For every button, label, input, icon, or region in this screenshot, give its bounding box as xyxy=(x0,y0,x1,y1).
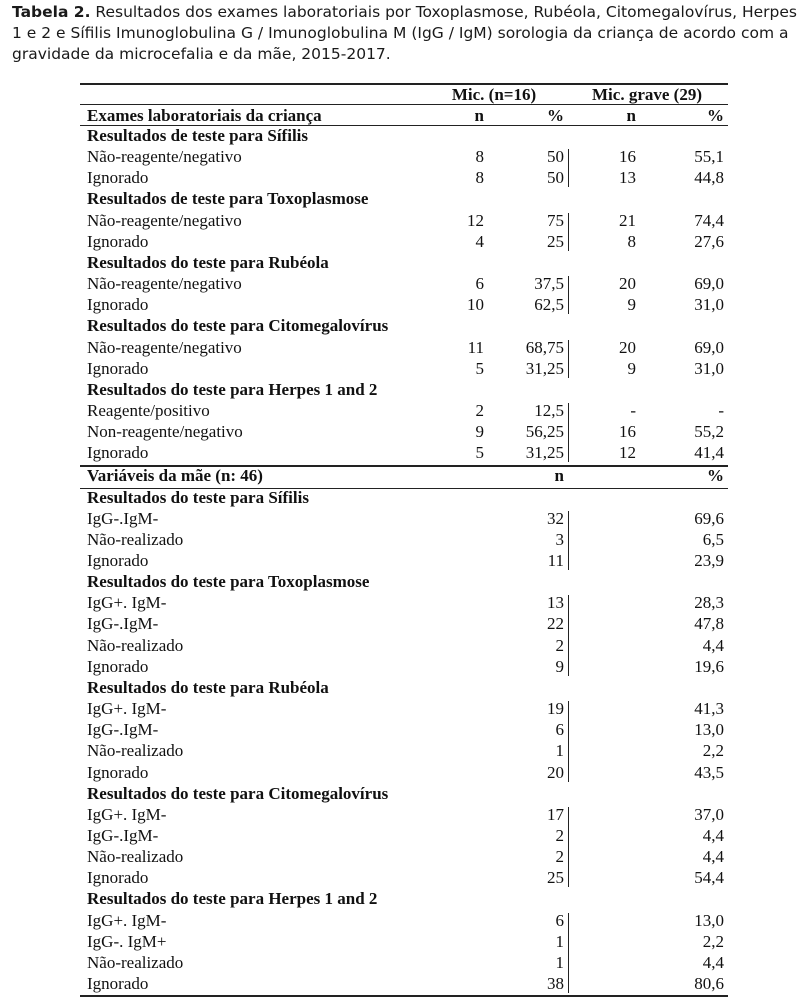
cell-p1: 25 xyxy=(547,231,564,251)
cell-p: 4,4 xyxy=(702,635,724,655)
cell-n: 1 xyxy=(555,931,564,951)
cell-p: 37,0 xyxy=(694,804,724,824)
cell-n1: 2 xyxy=(475,400,484,420)
row-label: Não-realizado xyxy=(87,847,184,867)
cell-p: 43,5 xyxy=(694,762,724,782)
column-divider xyxy=(568,403,569,462)
cell-n: 2 xyxy=(555,825,564,845)
table-row xyxy=(80,210,728,231)
cell-n1: 8 xyxy=(475,168,484,188)
cell-p1: 37,5 xyxy=(534,274,564,294)
table-row xyxy=(80,421,728,442)
cell-n: 9 xyxy=(555,656,564,676)
cell-n2: 13 xyxy=(619,168,636,188)
col-p1-header: % xyxy=(547,106,564,126)
child-section-title xyxy=(80,252,728,273)
col-n1-header: n xyxy=(474,106,484,126)
cell-p: 47,8 xyxy=(694,614,724,634)
cell-n1: 4 xyxy=(475,231,484,251)
cell-p1: 56,25 xyxy=(525,422,564,442)
cell-p: 13,0 xyxy=(694,910,724,930)
cell-n1: 10 xyxy=(467,295,484,315)
section-title: Resultados de teste para Toxoplasmose xyxy=(87,189,369,209)
cell-n2: 16 xyxy=(619,422,636,442)
column-divider xyxy=(568,595,569,676)
section-title: Resultados do teste para Herpes 1 and 2 xyxy=(87,889,378,909)
row-label: IgG-.IgM- xyxy=(87,720,159,740)
row-label: Ignorado xyxy=(87,168,149,188)
cell-n2: 20 xyxy=(619,337,636,357)
cell-n: 11 xyxy=(547,551,564,570)
cell-p2: 55,1 xyxy=(694,147,724,167)
mother-header-row xyxy=(80,465,728,486)
cell-n1: 8 xyxy=(475,147,484,167)
cell-n1: 5 xyxy=(475,443,484,463)
group-underline xyxy=(80,104,728,105)
cell-n: 17 xyxy=(547,804,564,824)
column-divider xyxy=(568,149,569,187)
table-row xyxy=(80,508,728,529)
cell-n2: 9 xyxy=(627,295,636,315)
cell-p1: 62,5 xyxy=(534,295,564,315)
section-title: Resultados do teste para Toxoplasmose xyxy=(87,572,370,592)
cell-n1: 12 xyxy=(467,210,484,230)
row-label: Ignorado xyxy=(87,656,149,676)
cell-p1: 31,25 xyxy=(525,358,564,378)
column-divider xyxy=(568,913,569,994)
row-label: Não-realizado xyxy=(87,952,184,972)
row-label: IgG+. IgM- xyxy=(87,910,167,930)
row-label: Não-reagente/negativo xyxy=(87,210,242,230)
cell-p1: 31,25 xyxy=(525,443,564,463)
cell-n2: 20 xyxy=(619,274,636,294)
cell-n: 2 xyxy=(555,635,564,655)
group-mic-header: Mic. (n=16) xyxy=(451,85,537,104)
cell-n: 32 xyxy=(547,508,564,528)
table-row xyxy=(80,337,728,358)
table-row xyxy=(80,442,728,463)
child-section-title xyxy=(80,125,728,146)
bottom-rule xyxy=(80,995,728,997)
table-row xyxy=(80,846,728,867)
table-row xyxy=(80,719,728,740)
cell-p: 19,6 xyxy=(694,656,724,676)
row-label: Ignorado xyxy=(87,295,149,315)
table-row xyxy=(80,804,728,825)
row-label: Não-reagente/negativo xyxy=(87,274,242,294)
table-row xyxy=(80,698,728,719)
table-row xyxy=(80,762,728,783)
row-label: Ignorado xyxy=(87,231,149,251)
cell-p2: 69,0 xyxy=(694,274,724,294)
column-divider xyxy=(568,511,569,570)
cell-n2: 8 xyxy=(627,231,636,251)
table-row xyxy=(80,167,728,188)
cell-n2: 12 xyxy=(619,443,636,463)
row-label: Não-realizado xyxy=(87,529,184,549)
cell-n: 6 xyxy=(555,910,564,930)
cell-n1: 11 xyxy=(467,337,484,357)
cell-p2: 41,4 xyxy=(694,443,724,463)
section-title: Resultados do teste para Citomegalovírus xyxy=(87,316,389,336)
cell-p: 4,4 xyxy=(702,952,724,972)
column-divider xyxy=(568,340,569,378)
col-p2-header: % xyxy=(707,106,724,126)
header-bottom-rule xyxy=(80,125,728,126)
cell-p: 4,4 xyxy=(702,847,724,867)
mother-header-bottom-rule xyxy=(80,488,728,489)
table-row xyxy=(80,400,728,421)
table-row xyxy=(80,910,728,931)
table-row xyxy=(80,146,728,167)
cell-n2: - xyxy=(630,400,636,420)
cell-p1: 68,75 xyxy=(525,337,564,357)
cell-p: 2,2 xyxy=(702,931,724,951)
cell-p: 13,0 xyxy=(694,720,724,740)
row-label: Ignorado xyxy=(87,551,149,570)
table-row xyxy=(80,550,728,571)
cell-n2: 9 xyxy=(627,358,636,378)
mother-col-n-header: n xyxy=(554,466,564,486)
section-title: Resultados do teste para Herpes 1 and 2 xyxy=(87,379,378,399)
cell-p1: 12,5 xyxy=(534,400,564,420)
cell-p2: 69,0 xyxy=(694,337,724,357)
cell-p2: - xyxy=(718,400,724,420)
header-group-row xyxy=(80,84,728,105)
cell-p1: 50 xyxy=(547,168,564,188)
table-row xyxy=(80,231,728,252)
cell-n: 19 xyxy=(547,699,564,719)
mother-section-title xyxy=(80,571,728,592)
table-row xyxy=(80,529,728,550)
cell-n1: 5 xyxy=(475,358,484,378)
section-title: Resultados de teste para Sífilis xyxy=(87,126,308,145)
section-title: Resultados do teste para Rubéola xyxy=(87,677,329,697)
mother-section-title xyxy=(80,487,728,508)
column-divider xyxy=(568,213,569,251)
table-row xyxy=(80,740,728,761)
group-mic-grave-header: Mic. grave (29) xyxy=(592,85,702,104)
cell-p2: 31,0 xyxy=(694,295,724,315)
row-label: Ignorado xyxy=(87,868,149,888)
cell-n: 3 xyxy=(555,529,564,549)
row-label: IgG+. IgM- xyxy=(87,804,167,824)
mother-section-title xyxy=(80,888,728,909)
mother-section-title xyxy=(80,677,728,698)
cell-n: 1 xyxy=(555,952,564,972)
row-label: Ignorado xyxy=(87,358,149,378)
row-label: IgG-.IgM- xyxy=(87,614,159,634)
cell-n: 13 xyxy=(547,593,564,613)
section-title: Resultados do teste para Citomegalovírus xyxy=(87,783,389,803)
cell-p2: 31,0 xyxy=(694,358,724,378)
cell-p: 4,4 xyxy=(702,825,724,845)
row-label: Ignorado xyxy=(87,762,149,782)
child-section-title xyxy=(80,188,728,209)
mother-section-title xyxy=(80,783,728,804)
cell-n: 25 xyxy=(547,868,564,888)
row-label: IgG-.IgM- xyxy=(87,508,159,528)
cell-p1: 75 xyxy=(547,210,564,230)
cell-n: 6 xyxy=(555,720,564,740)
table-row xyxy=(80,592,728,613)
table-row xyxy=(80,973,728,994)
table-row xyxy=(80,613,728,634)
child-section-title xyxy=(80,379,728,400)
cell-p: 41,3 xyxy=(694,699,724,719)
col-n2-header: n xyxy=(626,106,636,126)
row-label: IgG-. IgM+ xyxy=(87,931,167,951)
cell-n: 2 xyxy=(555,847,564,867)
row-label: IgG+. IgM- xyxy=(87,699,167,719)
table-row xyxy=(80,931,728,952)
cell-n1: 6 xyxy=(475,274,484,294)
row-label: Non-reagente/negativo xyxy=(87,422,243,442)
section-title: Resultados do teste para Rubéola xyxy=(87,252,329,272)
column-divider xyxy=(568,807,569,888)
table-row xyxy=(80,952,728,973)
cell-p: 69,6 xyxy=(694,508,724,528)
column-divider xyxy=(568,276,569,314)
table-row xyxy=(80,825,728,846)
mother-header-label: Variáveis da mãe (n: 46) xyxy=(87,466,263,486)
mother-col-p-header: % xyxy=(707,466,724,486)
caption-text: Resultados dos exames laboratoriais por Toxoplasmose, Rubéola, Citomegalovírus, Herpes 1 e 2 e Sífilis Imunoglobulina G / Imunoglobulina M (IgG / IgM) sorologia da criança de acordo com a gravidade da microcefalia e da mãe, 2015-2017. xyxy=(12,3,797,63)
row-label: Não-realizado xyxy=(87,741,184,761)
header-column-row xyxy=(80,105,728,126)
cell-p2: 74,4 xyxy=(694,210,724,230)
column-divider xyxy=(568,701,569,782)
cell-n: 1 xyxy=(555,741,564,761)
cell-p2: 27,6 xyxy=(694,231,724,251)
cell-p2: 44,8 xyxy=(694,168,724,188)
cell-p: 6,5 xyxy=(702,529,724,549)
cell-n: 22 xyxy=(547,614,564,634)
cell-n2: 21 xyxy=(619,210,636,230)
row-label: Ignorado xyxy=(87,443,149,463)
child-section-title xyxy=(80,315,728,336)
section-title: Resultados do teste para Sífilis xyxy=(87,487,309,507)
cell-p: 2,2 xyxy=(702,741,724,761)
caption-label: Tabela 2. xyxy=(12,3,91,21)
cell-p: 54,4 xyxy=(694,868,724,888)
row-label: Não-realizado xyxy=(87,635,184,655)
cell-p1: 50 xyxy=(547,147,564,167)
table-row xyxy=(80,656,728,677)
table-row xyxy=(80,294,728,315)
row-label: Não-reagente/negativo xyxy=(87,337,242,357)
row-label: Reagente/positivo xyxy=(87,400,210,420)
table-row xyxy=(80,273,728,294)
row-label: IgG-.IgM- xyxy=(87,825,159,845)
cell-n2: 16 xyxy=(619,147,636,167)
row-label-header: Exames laboratoriais da criança xyxy=(87,106,322,126)
table-row xyxy=(80,358,728,379)
cell-p: 80,6 xyxy=(694,974,724,993)
table-row xyxy=(80,635,728,656)
row-label: Não-reagente/negativo xyxy=(87,147,242,167)
cell-p: 28,3 xyxy=(694,593,724,613)
row-label: IgG+. IgM- xyxy=(87,593,167,613)
cell-p: 23,9 xyxy=(694,551,724,570)
table-row xyxy=(80,867,728,888)
cell-p2: 55,2 xyxy=(694,422,724,442)
cell-n1: 9 xyxy=(475,422,484,442)
row-label: Ignorado xyxy=(87,974,149,993)
mother-top-rule xyxy=(80,465,728,467)
cell-n: 20 xyxy=(547,762,564,782)
cell-n: 38 xyxy=(547,974,564,993)
